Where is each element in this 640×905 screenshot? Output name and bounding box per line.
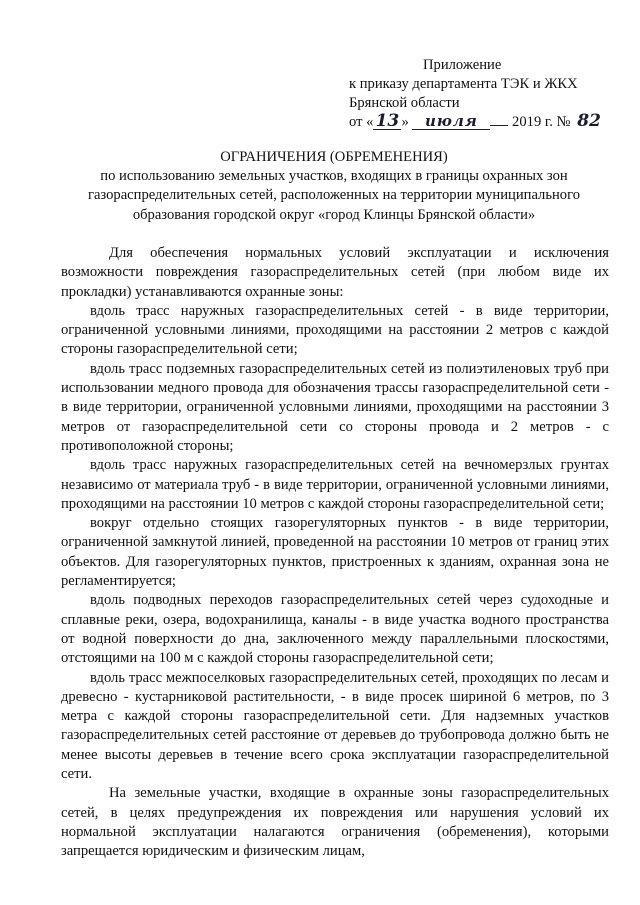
date-year: 2019 г. № xyxy=(512,114,571,130)
appendix-region: Брянской области xyxy=(349,95,460,111)
document-body xyxy=(61,244,609,862)
handwritten-month: июля xyxy=(412,114,490,130)
paragraph-underwater-crossings: вдоль подводных переходов газораспределительных сетей через судоходные и сплавные реки, озера, водохранилища, каналы - в виде участка водного пространства от водной поверхности до дна, заключенного между параллельными плоскостями, отстоящими на 100 м с каждой стороны газораспределительной сети; xyxy=(61,592,609,667)
blank-underline xyxy=(490,113,508,126)
document-subtitle: по использованию земельных участков, входящих в границы охранных зон газораспределительных сетей, расположенных на территории муниципального образования городской округ «город Клинцы Брянской области» xyxy=(87,168,581,223)
document-title: ОГРАНИЧЕНИЯ (ОБРЕМЕНЕНИЯ) xyxy=(220,149,448,165)
paragraph-underground-polyethylene: вдоль трасс подземных газораспределительных сетей из полиэтиленовых труб при использовании медного провода для обозначения трассы газораспределительной сети - в виде территории, ограниченной условными линиями, проходящими на расстоянии 3 метров от газораспределительной сети со стороны провода и 2 метров - с противоположной стороны; xyxy=(61,360,609,454)
paragraph-regulator-points: вокруг отдельно стоящих газорегуляторных пунктов - в виде территории, ограниченной замкнутой линией, проведенной на расстоянии 10 метров от границ этих объектов. Для газорегуляторных пунктов, пристроенных к зданиям, охранная зона не регламентируется; xyxy=(61,515,609,590)
date-quote-close: » xyxy=(401,114,409,130)
appendix-order-ref: к приказу департамента ТЭК и ЖКХ xyxy=(349,76,578,92)
date-prefix: от « xyxy=(349,114,374,130)
paragraph-outdoor-networks: вдоль трасс наружных газораспределительных сетей - в виде территории, ограниченной условными линиями, проходящими на расстоянии 2 метров с каждой стороны газораспределительной сети; xyxy=(61,302,609,358)
paragraph-intro: Для обеспечения нормальных условий эксплуатации и исключения возможности повреждения газораспределительных сетей (при любом виде их прокладки) устанавливаются охранные зоны: xyxy=(61,245,609,300)
appendix-block xyxy=(349,56,619,132)
document-title-block xyxy=(60,148,608,225)
handwritten-day: 13 xyxy=(373,114,401,130)
paragraph-restrictions: На земельные участки, входящие в охранные зоны газораспределительных сетей, в целях предупреждения их повреждения или нарушения условий их нормальной эксплуатации налагаются ограничения (обременения), которыми запрещается юридическим и физическим лицам, xyxy=(61,785,609,860)
paragraph-forest-networks: вдоль трасс межпоселковых газораспределительных сетей, проходящих по лесам и древесно - кустарниковой растительности, - в виде просек шириной 6 метров, по 3 метра с каждой стороны газораспределительной сети. Для надземных участков газораспределительных сетей расстояние от деревьев до трубопровода должно быть не менее высоты деревьев в течение всего срока эксплуатации газораспределительной сети. xyxy=(61,669,609,783)
paragraph-permafrost: вдоль трасс наружных газораспределительных сетей на вечномерзлых грунтах независимо от материала труб - в виде территории, ограниченной условными линиями, проходящими на расстоянии 10 метров с каждой стороны газораспределительной сети; xyxy=(61,457,609,512)
handwritten-order-number: 82 xyxy=(577,111,601,131)
appendix-date-line xyxy=(349,113,619,132)
appendix-heading: Приложение xyxy=(423,57,502,73)
